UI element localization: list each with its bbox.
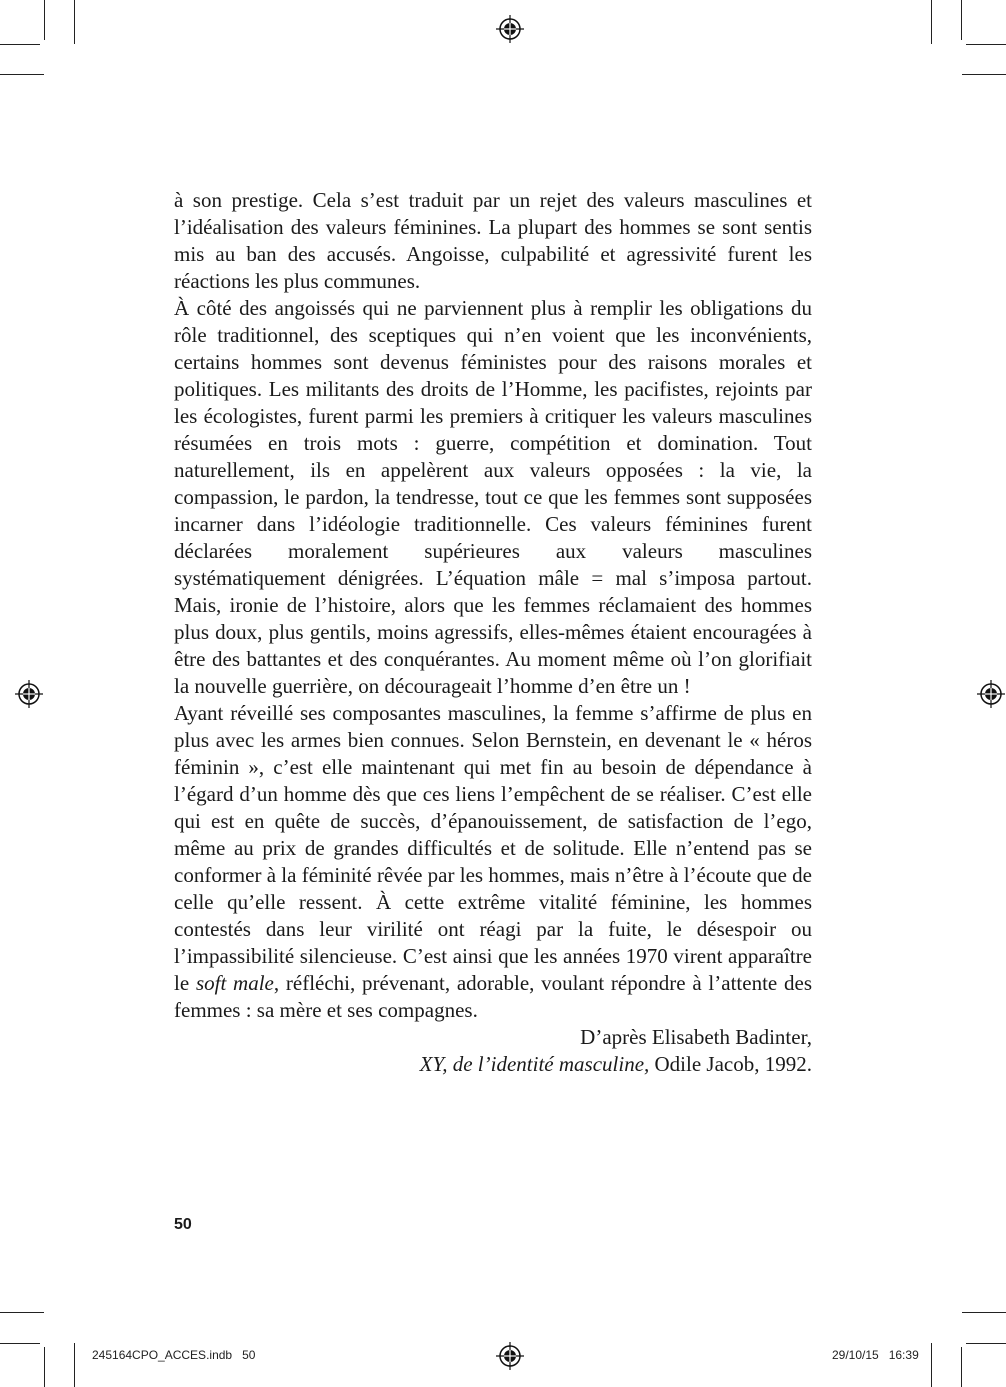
attribution-line-1: D’après Elisabeth Badinter, bbox=[580, 1025, 812, 1049]
paragraph-3-end: , réfléchi, prévenant, adorable, voulant répondre à l’attente des femmes : sa mère et ses compagnes. bbox=[174, 971, 812, 1022]
book-title: XY, de l’identité masculine, bbox=[419, 1052, 650, 1076]
registration-mark-icon bbox=[496, 1342, 524, 1370]
crop-mark-top-left-h bbox=[0, 44, 40, 45]
paragraph-3-start: Ayant réveillé ses composantes masculines, la femme s’affirme de plus en plus avec les armes bien connues. Selon Bernstein, en devenant le « héros féminin », c’est elle maintenant qui met fin au besoin de dépendance à l’égard d’un homme dès que ces liens l’empêchent de se réaliser. C’est elle qui est en quête de succès, d’épanouissement, de satisfaction de l’ego, même au prix de grandes difficultés et de solitude. Elle n’entend pas se conformer à la féminité rêvée par les hommes, mais n’être à l’écoute que de celle qu’elle ressent. À cette extrême vitalité féminine, les hommes contestés dans leur virilité ont réagi par la fuite, le désespoir ou l’impassibilité silencieuse. C’est ainsi que les années 1970 virent apparaître le bbox=[174, 701, 812, 995]
crop-mark-bottom-left-v2 bbox=[44, 1347, 45, 1387]
registration-mark-icon bbox=[15, 680, 43, 708]
paragraph-3 bbox=[174, 700, 812, 1024]
slug-file: 245164CPO_ACCES.indb 50 bbox=[92, 1348, 256, 1362]
crop-mark-top-right-h2 bbox=[962, 74, 1006, 75]
crop-mark-bottom-right-v2 bbox=[961, 1347, 962, 1387]
paragraph-3-italic: soft male bbox=[195, 971, 274, 995]
crop-mark-top-right-v bbox=[961, 0, 962, 40]
registration-mark-icon bbox=[496, 15, 524, 43]
slug-datetime: 29/10/15 16:39 bbox=[832, 1348, 919, 1362]
crop-mark-top-right-v2 bbox=[931, 0, 932, 44]
crop-mark-bottom-left-h bbox=[0, 1312, 44, 1313]
paragraph-1: à son prestige. Cela s’est traduit par un rejet des valeurs masculines et l’idéalisation des valeurs féminines. La plupart des hommes se sont sentis mis au ban des accusés. Angoisse, culpabilité et agressivité furent les réactions les plus communes. bbox=[174, 188, 812, 293]
paragraph-2: À côté des angoissés qui ne parviennent plus à remplir les obligations du rôle traditionnel, des sceptiques qui n’en voient que les inconvénients, certains hommes sont devenus féministes pour des raisons morales et politiques. Les militants des droits de l’Homme, les pacifistes, rejoints par les écologistes, furent parmi les premiers à critiquer les valeurs masculines résumées en trois mots : guerre, compétition et domination. Tout naturellement, ils en appelèrent aux valeurs opposées : la vie, la compassion, le pardon, la tendresse, tout ce que les femmes sont supposées incarner dans l’idéologie traditionnelle. Ces valeurs féminines furent déclarées moralement supérieures aux valeurs masculines systématiquement dénigrées. L’équation mâle = mal s’imposa partout. Mais, ironie de l’histoire, alors que les femmes réclamaient des hommes plus doux, plus gentils, moins agressifs, elles-mêmes étaient encouragées à être des battantes et des conquérantes. Au moment même où l’on glorifiait la nouvelle guerrière, on décourageait l’homme d’en être un ! bbox=[174, 296, 812, 698]
crop-mark-bottom-left-h2 bbox=[0, 1343, 40, 1344]
body-text bbox=[174, 187, 812, 1078]
attribution-line-2 bbox=[174, 1051, 812, 1078]
crop-mark-bottom-right-h2 bbox=[966, 1343, 1006, 1344]
crop-mark-bottom-right-v bbox=[931, 1343, 932, 1387]
page-number: 50 bbox=[174, 1216, 192, 1233]
crop-mark-top-left-h2 bbox=[0, 74, 44, 75]
crop-mark-top-left-v2 bbox=[74, 0, 75, 44]
crop-mark-top-right-h bbox=[966, 44, 1006, 45]
crop-mark-top-left-v bbox=[44, 0, 45, 40]
crop-mark-bottom-left-v bbox=[74, 1343, 75, 1387]
crop-mark-bottom-right-h bbox=[962, 1312, 1006, 1313]
publisher: Odile Jacob, 1992. bbox=[649, 1052, 812, 1076]
registration-mark-icon bbox=[977, 680, 1005, 708]
